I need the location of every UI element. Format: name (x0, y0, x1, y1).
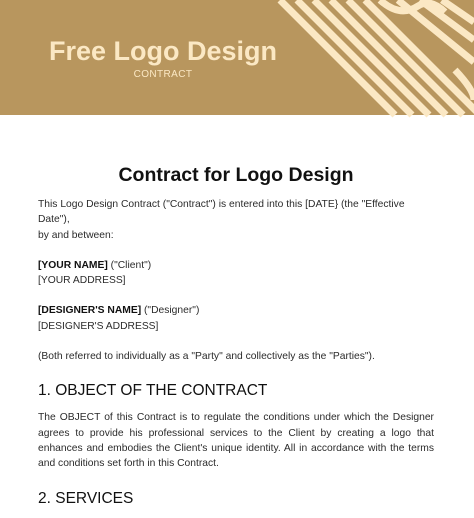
brand-subtitle: CONTRACT (133, 69, 193, 80)
client-name: [YOUR NAME] (38, 259, 108, 271)
brand-title: Free Logo Design (48, 36, 278, 66)
client-party (38, 258, 434, 273)
designer-role: ("Designer") (141, 305, 200, 317)
intro-line-1: This Logo Design Contract ("Contract") is entered into this [DATE} (the "Effective Date"), (38, 199, 405, 226)
section-1-heading: 1. OBJECT OF THE CONTRACT (38, 382, 268, 400)
intro-line-2: by and between: (38, 229, 114, 241)
designer-party (38, 303, 434, 318)
brand-block (0, 34, 326, 80)
document-body (38, 163, 434, 518)
designer-address: [DESIGNER'S ADDRESS] (38, 320, 159, 332)
client-role: ("Client") (107, 259, 152, 271)
section-1-body: The OBJECT of this Contract is to regulate the conditions under which the Designer agrees to provide his professional services to the Client by creating a logo that enhances and embodies the Client's unique identity. All in accordance with the terms and conditions set forth in this Contract. (38, 412, 434, 470)
designer-name: [DESIGNER'S NAME] (38, 305, 142, 317)
parties-note: (Both referred to individually as a "Party" and collectively as the "Parties"). (38, 351, 375, 363)
client-address: [YOUR ADDRESS] (38, 275, 126, 287)
header-banner (0, 0, 474, 115)
document-title: Contract for Logo Design (118, 164, 354, 186)
section-2-heading: 2. SERVICES (38, 489, 134, 507)
